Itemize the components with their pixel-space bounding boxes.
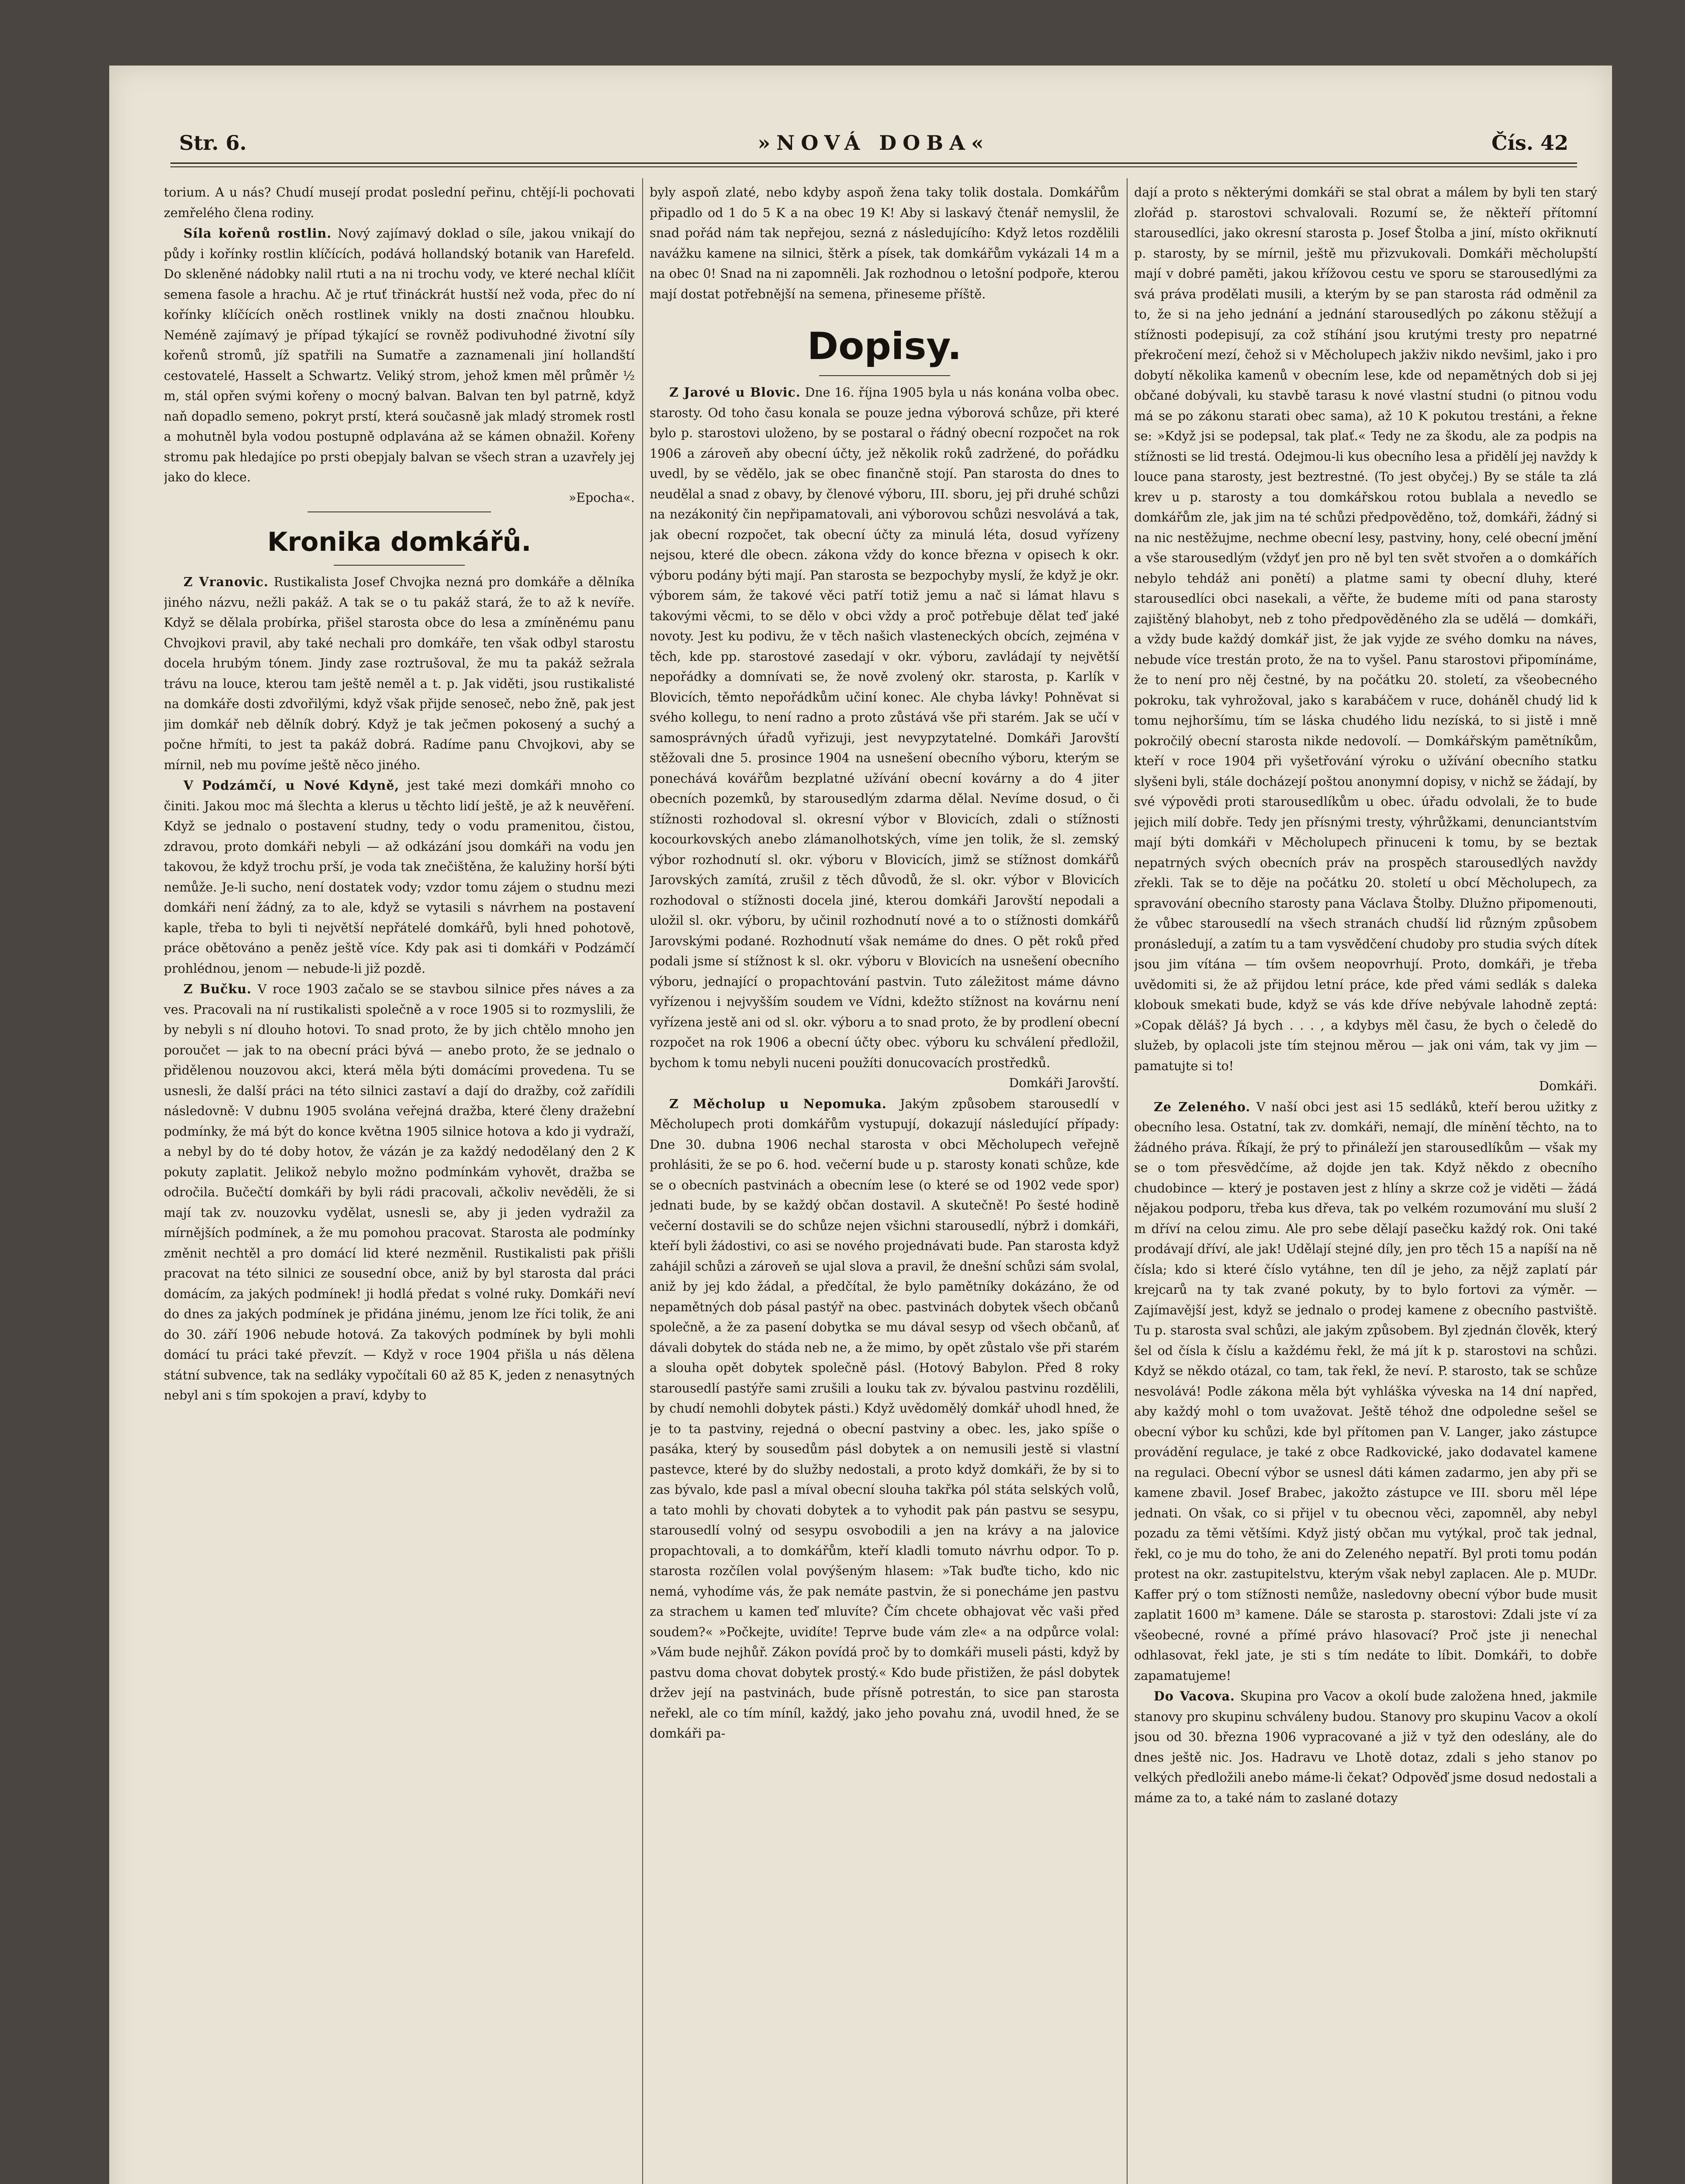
article-text: Jakým způsobem starousedlí v Měcholupech proti domkářům vystupují, dokazují následující případy: Dne 30. dubna 1906 nechal starosta v obci Měcholupech veřejně prohlásiti, že se po 6. hod. večerní bude u p. starosty konati schůze, kde se o obecních pastvinách a obecním lese (o které se od 1902 vede spor) jednati bude, by se každý občan dostavil. A skutečně! Po šesté hodině večerní dostavili se do schůze nejen všichni starousedlí, nýbrž i domkáři, kteří byli žádostivi, co asi se nového projednávati bude. Pan starosta když zahájil schůzi a zároveň se ujal slova a pravil, že dnešní schůzi sám svolal, aniž by jej kdo žádal, a předčítal, že bylo pamětníky dokázáno, že od nepamětných dob pásal pastýř na obec. pastvinách dobytek všech občanů společně, a že za pasení dobytka se mu dával sesyp od všech občanů, ať dávali dobytek do stáda neb ne, a že mimo, by opět zůstalo vše při starém a slouha opět dobytek společně pásl. (Hotový Babylon. Před 8 roky starousedlí pastýře sami zrušili a louku tak zv. bývalou pastvinu rozdělili, by chudí nemohli dobytek pásti.) Když uvědomělý domkář uhodl hned, že je to ta pastviny, rejedná o obecní pastviny a obec. les, jako spíše o pasáka, který by sousedům pásl dobytek a on nemusili jestě si vlastní pastevce, které by do služby nedostali, a proto když domkáři, že by si to zas bývalo, kde pasl a míval obecní slouha takřka pól státa selských volů, a tato mohli by chovati dobytek a to vyhodit pak pán pastvu se sesypu, starousedlí volný od sesypu osvobodili a jen na krávy a na jalovice propachtovali, a to domkářům, kteří kladli tomuto návrhu odpor. To p. starosta rozčílen volal povýšeným hlasem: »Tak buďte ticho, kdo nic nemá, vyhodíme vás, že pak nemáte pastvin, že si ponecháme jen pastvu za strachem u kamen teď mluvíte? Čím chcete obhajovat věc vaši před soudem?« »Počkejte, uvidíte! Teprve bude vám zle« a na odpůrce volal: »Vám bude nejhůř. Zákon povídá proč by to domkáři museli pásti, když by pastvu doma chovat dobytek prostý.« Kdo bude přistižen, že pásl dobytek držev její na pastvinách, bude přísně potrestán, to sice pan starosta neřekl, ale co tím míníl, každý, jako jeho povahu zná, uvodil hned, že se domkáři pa- bbox=[650, 1096, 1119, 1741]
article-paragraph bbox=[650, 382, 1119, 1094]
article-paragraph bbox=[164, 775, 635, 979]
article-signature: Domkáři Jarovští. bbox=[1009, 1076, 1119, 1090]
article-lead: Ze Zeleného. bbox=[1154, 1099, 1251, 1114]
article-paragraph bbox=[1134, 183, 1597, 1097]
column-1 bbox=[164, 183, 635, 2184]
newspaper-title: »NOVÁ DOBA« bbox=[758, 131, 990, 155]
article-paragraph: torium. A u nás? Chudí musejí prodat poslední peřinu, chtějí-li pochovati zemřelého člena rodiny. bbox=[164, 185, 635, 220]
newspaper-page bbox=[109, 66, 1612, 2184]
article-paragraph bbox=[1134, 1686, 1597, 1808]
article-lead: Z Měcholup u Nepomuka. bbox=[669, 1096, 887, 1111]
column-divider bbox=[642, 178, 643, 2184]
article-text: V roce 1903 začalo se se stavbou silnice přes náves a za ves. Pracovali na ní rustikalisti společně a v roce 1905 si to rozmyslili, že by nebyli s ní dlouho hotovi. To snad proto, že by jich chtělo mnoho jen poroučet — jak to na obecní práci bývá — anebo proto, že se jednalo o přidělenou nouzovou akci, která měla býti domácími provedena. Tu se usnesli, že další práci na této silnici zastaví a dají do dražby, což zařídili následovně: V dubnu 1905 svolána veřejná dražba, které členy dražební podmínky, že má být do konce května 1905 silnice hotova a kdo ji vydraží, a nebyl by do té doby hotov, že vázán je za každý nedodělaný den 2 K pokuty zaplatit. Jelikož nebylo možno podmínkám vyhovět, dražba se odročila. Bučečtí domkáři by byli rádi pracovali, ačkoliv nevěděli, že si mají tak zv. nouzovku vydělat, usnesli se, aby ji jeden vydražil za mírnějších podmínek, a že mu pomohou pracovat. Starosta ale podmínky změnit nechtěl a pro domácí lid které nezměnil. Rustikalisti pak přišli pracovat na této silnici ze sousední obce, aniž by byl starosta dal práci domácím, za jakých podmínek! ji hodlá předat s volné ruky. Domkáři neví do dnes za jakých podmínek je přidána jinému, jenom lze říci tolik, že ani do 30. září 1906 nebude hotová. Za takových podmínek by byli mohli domácí tu práci také převzít. — Když v roce 1904 přišla u nás dělena státní subvence, tak na sedláky vypočítali 60 až 85 K, jeden z nenasytných nebyl ani s tím spokojen a praví, kdyby to bbox=[164, 982, 635, 1403]
column-3 bbox=[1134, 183, 1597, 2184]
article-source: »Epocha«. bbox=[568, 490, 635, 505]
article-text: V naší obci jest asi 15 sedláků, kteří berou užitky z obecního lesa. Ostatní, tak zv. domkáři, nemají, dle mínění těchto, na to žádného práva. Říkají, že prý to přináleží jen starousedlíkům — však my se o tom přesvědčíme, až dojde jen tak. Když někdo z obecního chudobince — který je postaven jest z hlíny a skrze což je viděti — žádá nějakou podporu, třeba kus dřeva, tak po velkém rozumování mu sluší 2 m dříví na celou zimu. Ale pro sebe dělají pasečku každý rok. Oni také prodávají dříví, ale jak! Udělají stejné díly, jen pro těch 15 a napíší na ně čísla; kdo si které číslo vytáhne, ten díl je jeho, za nějž zaplatí pár krejcarů na ty tak zvané pokuty, by to bylo fortovi za výměr. — Zajímavější jest, když se jednalo o prodej kamene z obecního pastviště. Tu p. starosta sval schůzi, ale jakým způsobem. Byl zjednán člověk, který šel od čísla k číslu a každému řekl, že má jít k p. starostovi na schůzi. Když se někdo otázal, co tam, tak řekl, že neví. P. starosto, tak se schůze nesvolává! Podle zákona měla být vyhláška výveska na 14 dní napřed, aby každý mohl o tom uvažovat. Ještě téhož dne odpoledne sešel se obecní výbor ku schůzi, kde byl přítomen pan V. Langer, jako zástupce provádění regulace, je také z obce Radkovické, jako dodavatel kamene na regulaci. Obecní výbor se usnesl dáti kámen zadarmo, jen aby při se kamene zbavil. Josef Brabec, jakožto zástupce ve III. sboru měl lépe jednati. On však, co si přijel v tu obecnou věci, zapomněl, aby nebyl pozadu za těmi většími. Když jistý občan mu vytýkal, proč tak jednal, řekl, co je mu do toho, že ani do Zeleného nepatří. Byl proti tomu podán protest na okr. zastupitelstvu, kterým však nebyl zaplacen. Ale p. MUDr. Kaffer prý o tom stížnosti nemůže, nasledovny obecní výbor bude musit zaplatit 1600 m³ kamene. Dále se starosta p. starostovi: Zdali jste ví za všeobecné, rovné a přímé právo hlasovací? Proč jste ji nenechal odhlasovat, řekl jate, je sti s tím nedáte to líbit. Domkáři, to dobře zapamatujeme! bbox=[1134, 1099, 1597, 1683]
article-paragraph: byly aspoň zlaté, nebo kdyby aspoň žena taky tolik dostala. Domkářům připadlo od 1 do 5 K a na obec 19 K! Aby si laskavý čtenář nemyslil, že snad pořád nám tak nepřejou, sezná z následujícího: Když letos rozdělili navážku kamene na silnici, štěrk a písek, tak domkářům vykázali 14 m a na obec 0! Snad na ni zapomněli. Jak rozhodnou o letošní podpoře, kterou mají dostat potřebnější na semena, přineseme příště. bbox=[650, 185, 1119, 301]
article-text: Skupina pro Vacov a okolí bude založena hned, jakmile stanovy pro skupinu schváleny budou. Stanovy pro skupinu Vacov a okolí jsou od 30. března 1906 vypracované a již v tyž den odeslány, ale do dnes ještě nic. Jos. Hadravu ve Lhotě dotaz, zdali s jeho stanov po velkých předložili anebo máme-li čekat? Odpověď jsme dosud nedostali a máme za to, a také nám to zaslané dotazy bbox=[1134, 1689, 1597, 1805]
article-lead: Z Bučku. bbox=[183, 981, 252, 996]
article-text: jest také mezi domkáři mnoho co činiti. Jakou moc má šlechta a klerus u těchto lidí ještě, je až k neuvěření. Když se jednalo o postavení studny, tedy o vodu pramenitou, čistou, zdravou, proto domkáři nebyli — až odkázání jsou domkáři na vodu jen takovou, že když trochu prší, je voda tak znečištěna, že kalužiny horší býti nemůže. Je-li sucho, není dostatek vody; vzdor tomu zájem o studnu mezi domkáři není žádný, za to ale, když se vytasili s návrhem na postavení kaple, třeba to byli ti největší nepřátelé domkářů, byli hned pohotově, práce obětováno a peněz ještě více. Kdy pak asi ti domkáři v Podzámčí prohlédnou, jenom — nebude-li již pozdě. bbox=[164, 778, 635, 976]
article-lead: Z Jarové u Blovic. bbox=[669, 385, 801, 400]
section-title-kronika: Kronika domkářů. bbox=[267, 527, 532, 557]
article-paragraph bbox=[164, 979, 635, 1406]
article-signature: Domkáři. bbox=[1539, 1079, 1597, 1093]
issue-number: Čís. 42 bbox=[1491, 131, 1568, 155]
column-2 bbox=[650, 183, 1119, 2184]
article-text: dají a proto s některými domkáři se stal obrat a málem by byli ten starý zlořád p. starostovi schvalovali. Rozumí se, že někteří přítomní starousedlíci, jako okresní starosta p. Josef Štolba a jiní, místo okřiknutí p. starosty, by se mírnil, ještě mu přizvukovali. Domkáři měcholupští mají v dobré paměti, jakou křížovou cestu ve sporu se starousedlými za svá práva prodělati musili, a kterým by se pan starosta rád odměnil za to, že si na jeho jednání a jednání starousedlých po zákonu stěžují a stížnosti podepisují, za což stíhání jsou krutými tresty pro nepatrné překročení mezí, čehož si v Měcholupech jakživ nikdo nevšiml, jako i pro dobytí několika kamenů v obecním lese, kde od nepamětných dob si jej občané dobývali, ku stavbě tarasu k nové vlastní studni (o pitnou vodu má se po zákonu starati obec sama), až 10 K pokutou trestáni, a řekne se: »Když jsi se podepsal, tak plať.« Tedy ne za škodu, ale za podpis na stížnosti se lid trestá. Odejmou-li kus obecního lesa a přidělí jej navždy k louce pana starosty, jest beztrestné. (To jest obyčej.) By se stále ta zlá krev u p. starosty a tou domkářskou rotou bublala a nevedlo se domkářům zle, jak jim na té schůzi předpověděno, tož, domkáři, žádný si na nic nestěžujme, nechme obecní lesy, pastviny, hony, celé obecní jmění a vše starousedlým (vždyť jen pro ně byl ten svět stvořen a o domkářích nebylo tehdáž ani ponětí) a platme sami ty obecní dluhy, které starousedlíci obci nasekali, a věřte, že budeme míti od pana starosty zajištěný blahobyt, neb z toho předpověděného zla se udělá — domkáři, a vždy bude každý domkář jist, že jak vyjde ze svého domku na náves, nebude více trestán proto, že na to vyšel. Panu starostovi připomínáme, že to není pro něj čestné, by na počátku 20. století, za všeobecného pokroku, tak vyhrožoval, jako s karabáčem v ruce, doháněl chudý lid k tomu nejhoršímu, tím se láska chudého lidu nezíská, to si jistě i mně pokročilý obecní starosta nikde nedovolí. — Domkářským pamětníkům, kteří v roce 1904 při vyšetřování výroku o užívání obecního statku slyšeni byli, stále docházejí poštou anonymní dopisy, v nichž se žádají, by své výpovědi proti starousedlíkům u obec. úřadu odvolali, že to bude jejich milí dobře. Tedy jen přísnými tresty, výhrůžkami, denunciantstvím mají býti domkáři v Měcholupech přinuceni k tomu, by se beztak nepatrných svých obecních práv na prospěch starousedlých navždy zřekli. Tak se to děje na počátku 20. století u obcí Měcholupech, za spravování obecního starosty pana Václava Štolby. Dlužno připomenouti, že vůbec starousedlí na všech stranách chudší lid různým způsobem pronásledují, a zatím tu a tam vysvědčení chudoby pro studia svých dítek jsou jim vítána — tím ovšem neopovrhují. Proto, domkáři, je třeba uvědomiti si, že až přijdou letní práce, kde před vámi sedlák s daleka klobouk smekati bude, když se vás kde dříve nebývale lahodně zeptá: »Copak děláš? Já bych . . . , a kdybys měl času, že bych o čeledě do služeb, by oplacoli jste tím stejnou měrou — jak oni vám, tak vy jim — pamatujte si to! bbox=[1134, 185, 1597, 1073]
article-lead: Do Vacova. bbox=[1154, 1689, 1235, 1704]
section-divider bbox=[819, 375, 950, 376]
page-header bbox=[179, 131, 1568, 166]
section-divider bbox=[334, 565, 465, 566]
article-paragraph bbox=[650, 1094, 1119, 1744]
article-lead: Síla kořenů rostlin. bbox=[183, 226, 332, 241]
article-text: Nový zajímavý doklad o síle, jakou vnikají do půdy i kořínky rostlin klíčících, podává hollandský botanik van Harefeld. Do skleněné nádobky nalil rtuti a na ni trochu vody, ve které nechal klíčit semena fasole a hrachu. Ač je rtuť třináckrát hustší než voda, přec do ní kořínky klíčících oněch rostlinek vnikly na dosti značnou hloubku. Neméně zajímavý je případ týkající se rovněž podivuhodné životní síly kořenů stromů, jíž spatřili na Sumatře a zaznamenali jiní hollandští cestovatelé, Hasselt a Schwartz. Veliký strom, jehož kmen měl průměr ½ m, stál opřen svými kořeny o mocný balvan. Balvan ten byl patrně, když naň dopadlo semeno, pokryt prstí, která současně jak mladý stromek rostl a mohutněl byla vodou postupně odplavána až se kámen obnažil. Kořeny stromu pak hledajíce po prsti obepjaly balvan se všech stran a uzavřely jej jako do klece. bbox=[164, 226, 635, 484]
page-number: Str. 6. bbox=[179, 131, 247, 155]
column-divider bbox=[1127, 178, 1128, 2184]
article-text: Dne 16. října 1905 byla u nás konána volba obec. starosty. Od toho času konala se pouze jedna výborová schůze, při které bylo p. starostovi uloženo, by se postaral o řádný obecní rozpočet na rok 1906 a zároveň aby obecní účty, jež několik roků zadržené, do pořádku uvedl, by se vědělo, jak se obec finančně stojí. Pan starosta do dnes to neudělal a snad z obavy, by členové výboru, III. sboru, jej při druhé schůzi na nezákonitý čin nepřipamatovali, ani výborovou schůzi nesvolává a tak, jak obecní rozpočet, tak obecní účty za minulá léta, dosud vyřízeny nejsou, které dle obecn. zákona vždy do konce března v opisech k okr. výboru podány býti mají. Pan starosta se bezpochyby myslí, že když je okr. výborem sám, že takové věci patří totiž jemu a nač si lámat hlavu s takovými věcmi, to se dělo v obci vždy a proč potřebuje dělat teď jaké novoty. Jest ku podivu, že v těch našich vlasteneckých obcích, zejména v těch, kde pp. starostové zasedají v okr. výboru, zavládají ty největší nepořádky a domnívati se, že nově zvolený okr. starosta, p. Karlík v Blovicích, těmto nepořádkům učiní konec. Ale chyba lávky! Pohněvat si svého kollegu, to není radno a proto zůstává vše při starém. Jak se učí v samosprávných úřadů vyřizuji, jest nevypzytatelné. Domkáři Jarovští stěžovali dne 5. prosince 1904 na usnešení obecního výboru, kterým se ponechává kovářům bezplatné užívání obecní kovárny a do 4 jiter obecních pozemků, by starousedlým zdarma dělal. Nevíme dosud, o či stížnosti rozhodoval sl. okresní výbor v Blovicích, zdali o stížnosti kocourkovských anebo zlámanolhotských, víme jen tolik, že sl. zemský výbor rozhodnutí sl. okr. výboru v Blovicích, jimž se stížnost domkářů Jarovských zamítá, zrušil z těch důvodů, že sl. okr. výbor v Blovicích rozhodoval o stížnosti docela jiné, kterou domkáři Jarovští nepodali a uložil sl. okr. výboru, by učinil rozhodnutí nové a to o stížnosti domkářů Jarovskými podané. Rozhodnutí však nemáme do dnes. O pět roků před podali jsme sí stížnost k sl. okr. výboru v Blovicích na usnešení obecního výboru, jednající o propachtování pastvin. Tuto záležitost máme dávno vyřízenou i nejvyšším soudem ve Vídni, kdežto stížnost na kovárnu není vyřízena jestě ani od sl. okr. výboru a to snad proto, že by prodlení obecní rozpočet na rok 1906 a obecní účty obec. výboru ku schválení předložil, bychom k tomu nebyli nuceni použíti donucovacích prostředků. bbox=[650, 385, 1119, 1070]
article-paragraph bbox=[164, 572, 635, 775]
article-paragraph bbox=[1134, 1097, 1597, 1686]
article-text: Rustikalista Josef Chvojka nezná pro domkáře a dělníka jiného názvu, nežli pakáž. A tak se o tu pakáž stará, že to až k nevíře. Když se dělala probírka, přišel starosta obce do lesa a zmíněnému panu Chvojkovi pravil, aby také nechali pro domkáře, ten však odbyl starostu docela hrubým tónem. Jindy zase roztrušoval, že mu ta pakáž sežrala trávu na louce, kterou tam ještě neměl a t. p. Jak viděti, jsou rustikalisté na domkáře dosti zdvořilými, když však přijde senoseč, nebo žně, pak jest jim domkář neb dělník dobrý. Když je tak ječmen pokosený a suchý a počne hřmíti, to jest ta pakáž dobrá. Radíme panu Chvojkovi, aby se mírnil, neb mu povíme ještě něco jiného. bbox=[164, 575, 635, 772]
article-lead: V Podzámčí, u Nové Kdyně, bbox=[183, 778, 400, 793]
section-divider bbox=[308, 511, 491, 512]
article-paragraph bbox=[164, 223, 635, 508]
article-lead: Z Vranovic. bbox=[183, 574, 269, 589]
section-title-dopisy: Dopisy. bbox=[807, 325, 962, 368]
header-divider bbox=[170, 162, 1577, 167]
